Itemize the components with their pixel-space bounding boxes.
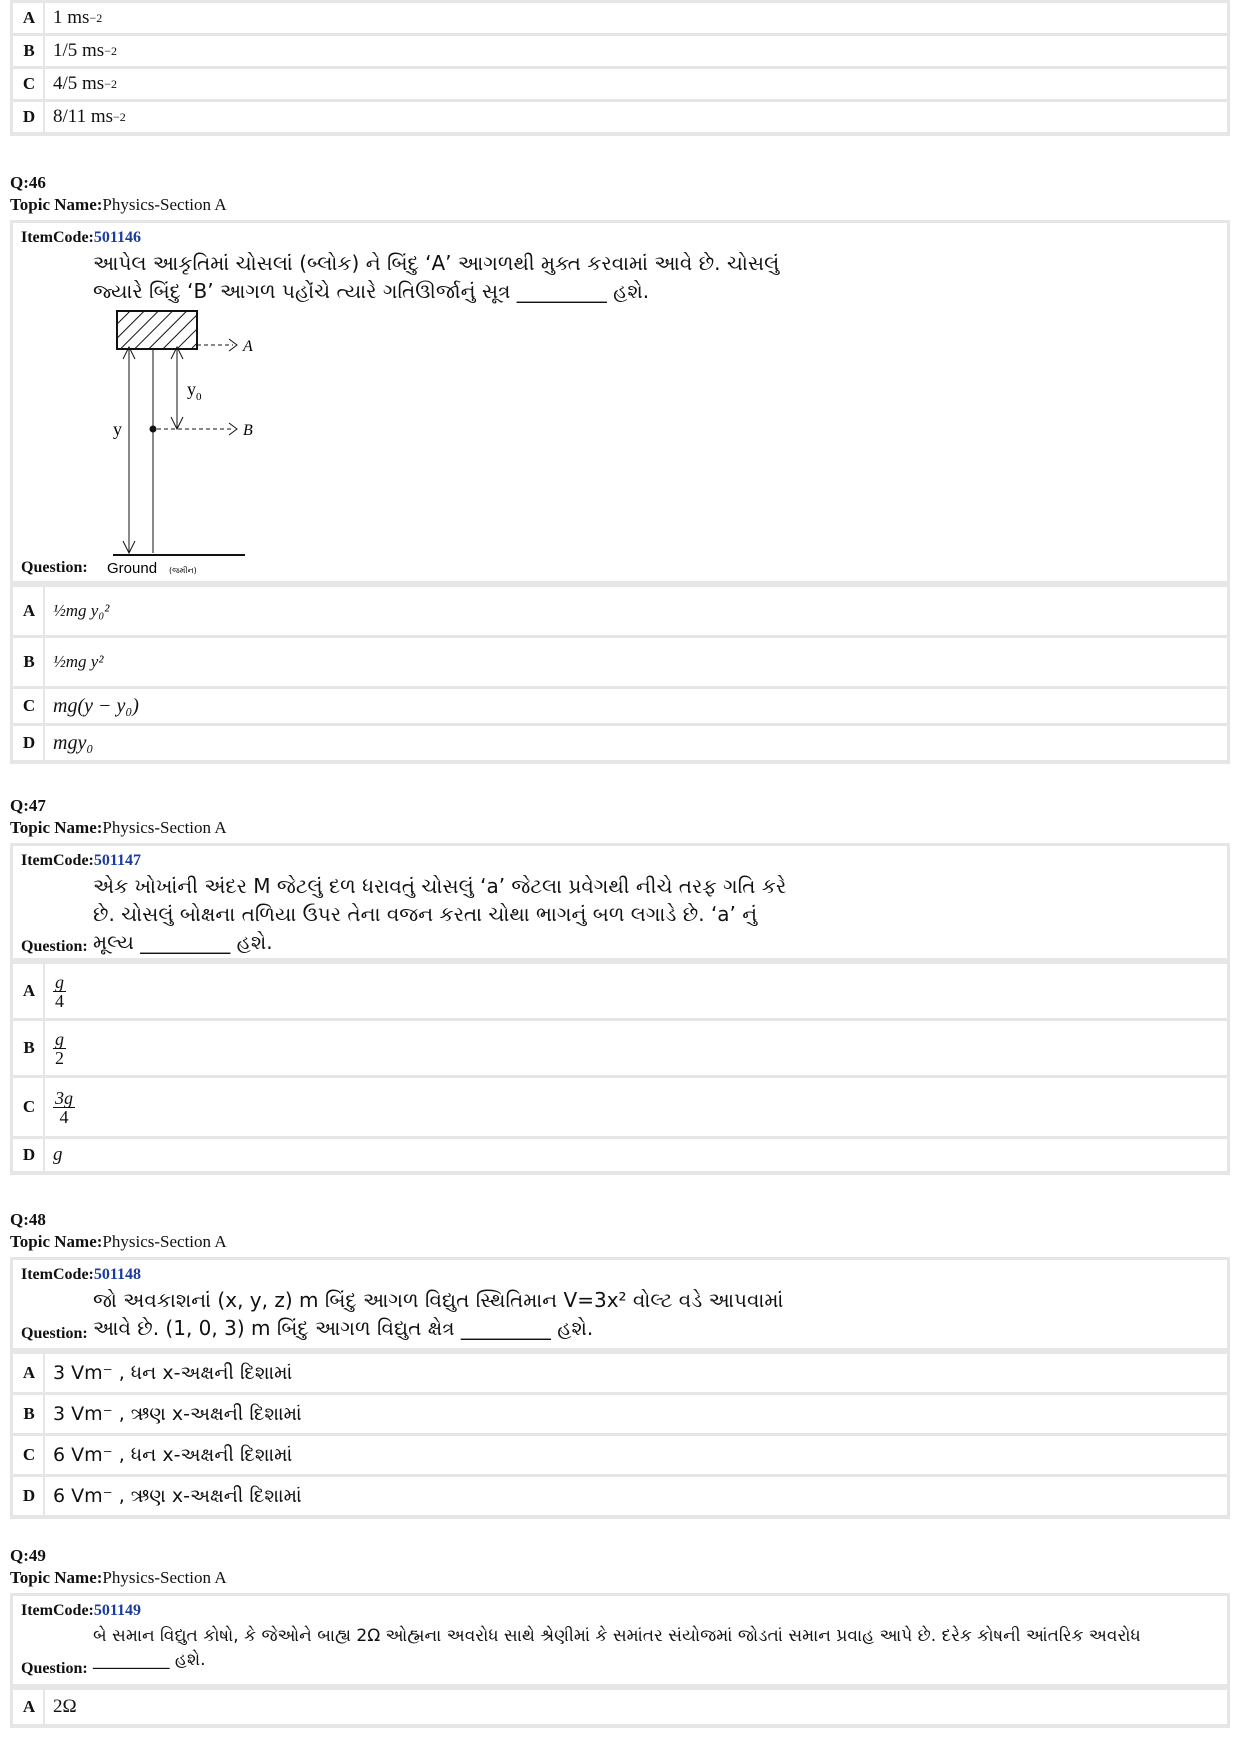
option-text: 8/11 ms <box>53 106 113 127</box>
topic-name: Physics-Section A <box>102 1568 227 1587</box>
topic-label: Topic Name: <box>10 1232 103 1251</box>
question-text: એક ખોખાંની અંદર M જેટલું દળ ધરાવતું ચોસલું ‘a’ જેટલા પ્રવેગથી નીચે તરફ ગતિ કરે છે. ચોસલું બોક્ષના તળિયા ઉપર તેના વજન કરતા ચોથા ભાગનું બળ લગાડે છે. ‘a’ નું મૂલ્ય _________ હશે. <box>93 874 787 954</box>
question-text: આપેલ આકૃતિમાં ચોસલાં (બ્લોક) ને બિંદુ ‘A’ આગળથી મુક્ત કરવામાં આવે છે. ચોસલું જ્યારે બિંદુ ‘B’ આગળ પહોંચે ત્યારે ગતિઊર્જાનું સૂત્ર _________ હશે. <box>93 251 780 303</box>
option-b[interactable]: B 3 Vm⁻ , ઋણ x-અક્ષની દિશામાં <box>13 1395 1227 1433</box>
question-header <box>10 172 227 216</box>
option-d[interactable]: D 6 Vm⁻ , ઋણ x-અક્ષની દિશામાં <box>13 1477 1227 1515</box>
item-code: ItemCode:501147 <box>21 852 141 869</box>
question-header <box>10 1209 227 1253</box>
q47-options <box>10 961 1230 1175</box>
fraction-numerator: g <box>55 971 64 992</box>
q46-options <box>10 584 1230 764</box>
option-a[interactable]: A 2Ω <box>13 1690 1227 1724</box>
topic-name: Physics-Section A <box>102 818 227 837</box>
fraction-numerator: 3g <box>55 1087 73 1108</box>
option-a[interactable]: A $\frac{g}{4}$ <box>13 964 1227 1018</box>
option-b[interactable]: B ½mg y² <box>13 638 1227 686</box>
option-text: 4/5 ms <box>53 73 105 94</box>
question-number: Q:49 <box>10 1546 46 1565</box>
item-code: ItemCode:501149 <box>21 1602 141 1619</box>
question-header <box>10 795 227 839</box>
fraction-numerator: g <box>55 1028 64 1049</box>
option-c[interactable]: C mg(y − y₀) <box>13 689 1227 723</box>
option-text: ½mg y² <box>43 638 1227 686</box>
option-c[interactable]: C $\frac{3g}{4}$ <box>13 1078 1227 1136</box>
option-d[interactable]: D 8/11 ms −2 <box>13 102 1227 132</box>
item-code: ItemCode:501146 <box>21 229 141 246</box>
option-d[interactable]: D g <box>13 1139 1227 1171</box>
fraction-denominator: 2 <box>55 1047 64 1068</box>
block-shape <box>117 311 197 349</box>
q49-options <box>10 1687 1230 1728</box>
option-text: ½mg y₀² <box>43 587 1227 635</box>
label-ground-gujarati: (જમીન) <box>169 566 197 575</box>
option-c[interactable]: C 6 Vm⁻ , ધન x-અક્ષની દિશામાં <box>13 1436 1227 1474</box>
option-text: 3 Vm⁻ , ઋણ x-અક્ષની દિશામાં <box>43 1395 1227 1433</box>
question-box <box>10 843 1230 961</box>
option-a[interactable]: A 3 Vm⁻ , ધન x-અક્ષની દિશામાં <box>13 1354 1227 1392</box>
option-exponent: −2 <box>89 10 103 25</box>
topic-label: Topic Name: <box>10 1568 103 1587</box>
topic-name: Physics-Section A <box>102 1232 227 1251</box>
option-text: 6 Vm⁻ , ધન x-અક્ષની દિશામાં <box>43 1436 1227 1474</box>
question-box <box>10 1257 1230 1351</box>
item-code: ItemCode:501148 <box>21 1266 141 1283</box>
option-text: g <box>43 1139 1227 1171</box>
question-header <box>10 1545 227 1589</box>
option-text: mgy₀ <box>43 726 1227 760</box>
label-y0-subscript: 0 <box>196 391 202 403</box>
option-d[interactable]: D mgy₀ <box>13 726 1227 760</box>
topic-label: Topic Name: <box>10 195 103 214</box>
label-a: A <box>243 338 253 355</box>
option-text: 1/5 ms <box>53 40 105 61</box>
block-fall-figure <box>93 305 293 575</box>
topic-name: Physics-Section A <box>102 195 227 214</box>
question-number: Q:48 <box>10 1210 46 1229</box>
question-text: બે સમાન વિદ્યુત કોષો, કે જેઓને બાહ્ય 2Ω ઓહ્મના અવરોધ સાથે શ્રેણીમાં કે સમાંતર સંયોજમાં જોડતાં સમાન પ્રવાહ આપે છે. દરેક કોષની આંતરિક અવરોધ _________ હશે. <box>93 1626 1141 1670</box>
q45-options <box>10 0 1230 136</box>
question-label: Question: <box>21 1325 88 1342</box>
option-text: 1 ms <box>53 7 90 28</box>
question-label: Question: <box>21 559 88 576</box>
option-c[interactable]: C 4/5 ms −2 <box>13 69 1227 99</box>
question-box <box>10 220 1230 584</box>
question-text: જો અવકાશનાં (x, y, z) m બિંદુ આગળ વિદ્યુત સ્થિતિમાન V=3x² વોલ્ટ વડે આપવામાં આવે છે. (1, 0, 3) m બિંદુ આગળ વિદ્યુત ક્ષેત્ર _________ હશે. <box>93 1288 784 1340</box>
option-b[interactable]: B 1/5 ms −2 <box>13 36 1227 66</box>
option-text: mg(y − y₀) <box>43 689 1227 723</box>
fraction-denominator: 4 <box>59 1106 69 1127</box>
question-label: Question: <box>21 1660 88 1677</box>
label-ground: Ground <box>107 560 158 575</box>
label-y: y <box>113 419 122 439</box>
fraction-denominator: 4 <box>55 990 64 1011</box>
option-a[interactable]: A 1 ms −2 <box>13 3 1227 33</box>
option-a[interactable]: A ½mg y₀² <box>13 587 1227 635</box>
q48-options <box>10 1351 1230 1519</box>
label-y0: y <box>187 379 196 399</box>
option-text: 3 Vm⁻ , ધન x-અક્ષની દિશામાં <box>43 1354 1227 1392</box>
option-b[interactable]: B $\frac{g}{2}$ <box>13 1021 1227 1075</box>
label-b: B <box>243 422 253 439</box>
question-number: Q:46 <box>10 173 46 192</box>
option-exponent: −2 <box>104 76 117 91</box>
question-number: Q:47 <box>10 796 46 815</box>
topic-label: Topic Name: <box>10 818 103 837</box>
point-b-dot <box>150 426 157 433</box>
option-text: 6 Vm⁻ , ઋણ x-અક્ષની દિશામાં <box>43 1477 1227 1515</box>
question-box <box>10 1593 1230 1687</box>
option-exponent: −2 <box>104 43 117 58</box>
question-label: Question: <box>21 938 88 955</box>
option-exponent: −2 <box>113 109 126 124</box>
option-text: 2Ω <box>43 1690 1227 1724</box>
